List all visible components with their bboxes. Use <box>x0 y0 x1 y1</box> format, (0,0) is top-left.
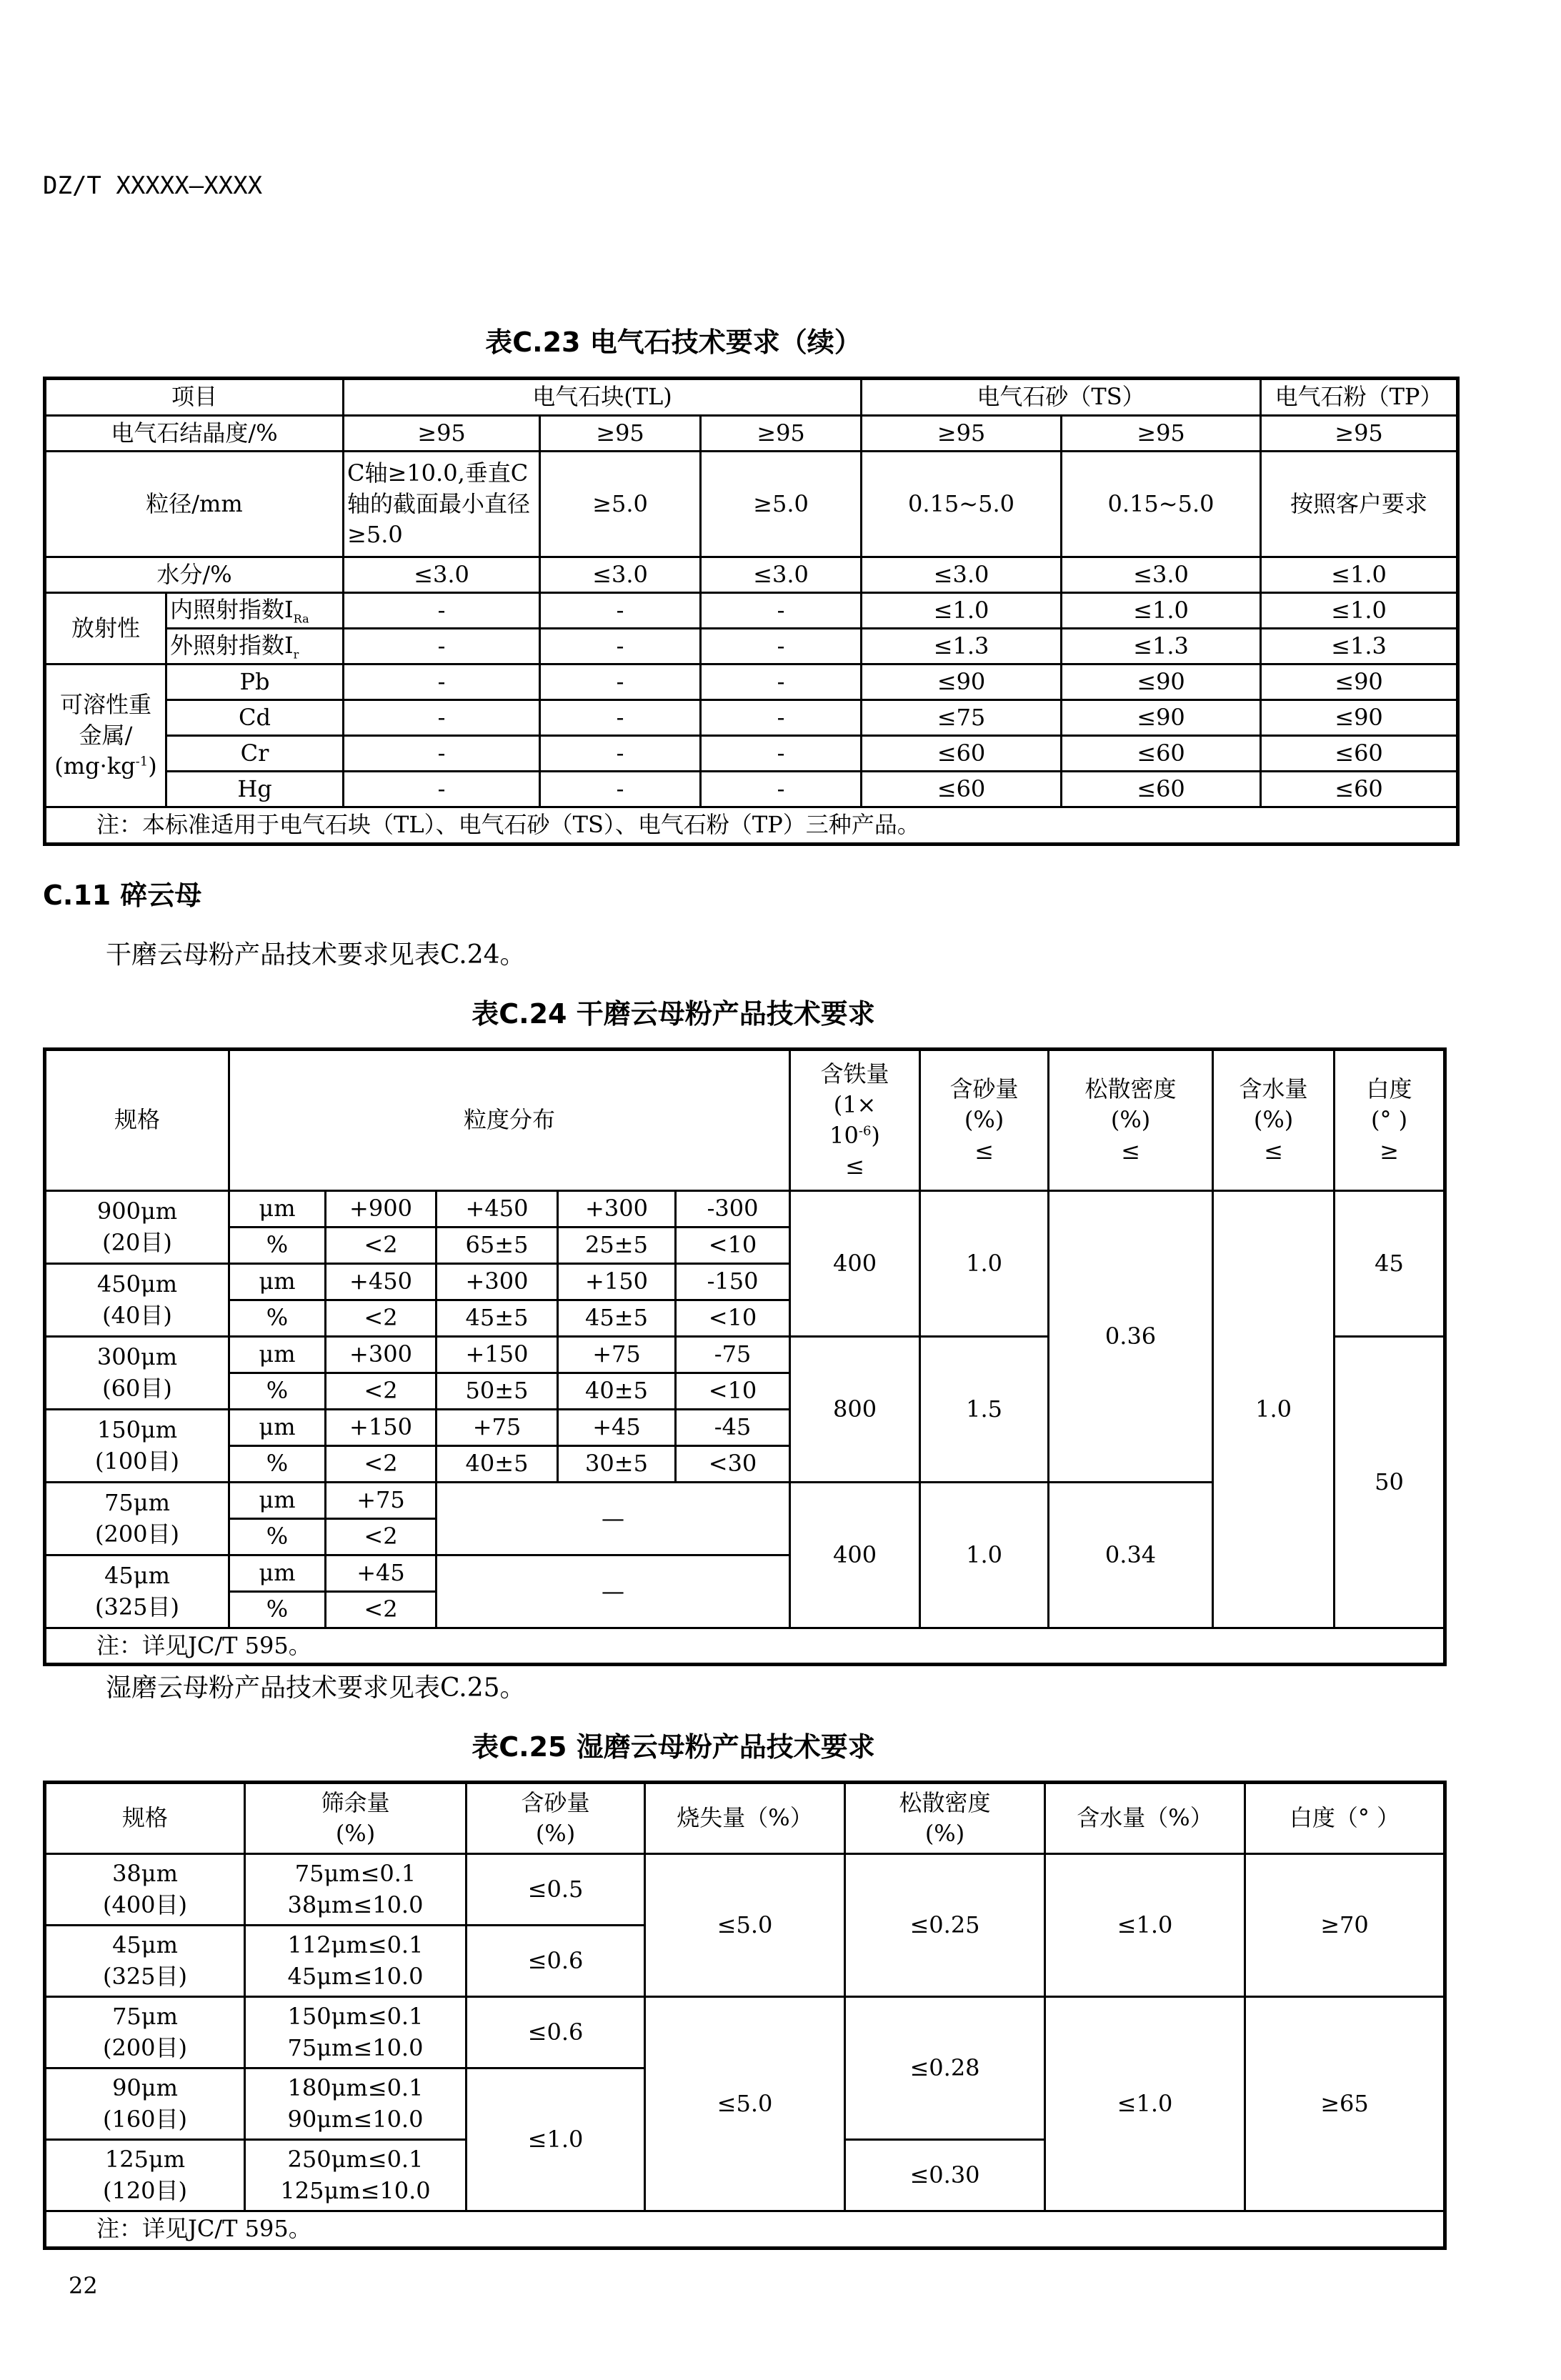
unit-um: μm <box>229 1337 326 1373</box>
white-b: ≥65 <box>1245 1997 1445 2211</box>
table-c24-note: 注：详见JC/T 595。 <box>45 1628 1445 1665</box>
unit-pct: % <box>229 1373 326 1410</box>
header-sieve-l2: (%) <box>335 1820 376 1847</box>
row-radioactivity-label: 放射性 <box>45 593 166 664</box>
section-c11-title: C.11 碎云母 <box>43 880 202 911</box>
inner-label-sub: Ra <box>293 612 309 626</box>
cell: -300 <box>676 1191 790 1228</box>
cell: ≥95 <box>862 416 1062 452</box>
cell: +75 <box>558 1337 676 1373</box>
cell: +300 <box>437 1264 558 1300</box>
cell: ≥95 <box>1261 416 1458 452</box>
sieve-l2: 90μm≤10.0 <box>287 2105 424 2133</box>
cell: +75 <box>326 1483 437 1519</box>
cell: ≥95 <box>1062 416 1261 452</box>
cell: <10 <box>676 1373 790 1410</box>
sand-38: ≤0.5 <box>467 1854 645 1926</box>
iron-a: 400 <box>790 1191 920 1337</box>
header-tp: 电气石粉（TP） <box>1261 379 1458 416</box>
water-a: ≤1.0 <box>1045 1854 1245 1997</box>
row-heavy-metal-label <box>45 664 166 807</box>
spec-text: 125μm <box>104 2146 186 2174</box>
spec-125 <box>45 2140 245 2211</box>
cell: ≤3.0 <box>540 557 701 593</box>
header-white-l2: (° ) <box>1370 1106 1408 1134</box>
cell: 50±5 <box>437 1373 558 1410</box>
cell: -150 <box>676 1264 790 1300</box>
spec-mesh: (120目) <box>102 2176 188 2204</box>
cell: ≥95 <box>701 416 862 452</box>
spec-150 <box>45 1410 229 1483</box>
cell: <2 <box>326 1592 437 1628</box>
header-iron-l3: 10 <box>829 1122 859 1149</box>
cell: +150 <box>437 1337 558 1373</box>
header-water-l3: ≤ <box>1264 1137 1283 1165</box>
spec-300 <box>45 1337 229 1410</box>
cell: 0.15~5.0 <box>862 452 1062 557</box>
header-bulk-l1: 松散密度 <box>1084 1075 1177 1103</box>
spec-text: 150μm <box>96 1416 178 1444</box>
header-sand <box>467 1783 645 1854</box>
loss-a: ≤5.0 <box>645 1854 845 1997</box>
sieve-l1: 150μm≤0.1 <box>287 2003 424 2031</box>
header-spec: 规格 <box>45 1783 245 1854</box>
cell: <10 <box>676 1300 790 1337</box>
iron-c: 400 <box>790 1483 920 1628</box>
header-iron-exp: -6 <box>858 1123 872 1139</box>
header-sand-l1: 含砂量 <box>521 1788 590 1816</box>
table-c24-caption: 表C.24 干磨云母粉产品技术要求 <box>472 998 875 1030</box>
sand-75: ≤0.6 <box>467 1997 645 2068</box>
heavy-metal-exp: -1 <box>135 754 149 770</box>
sand-45: ≤0.6 <box>467 1926 645 1997</box>
heavy-metal-unit: (mg·kg <box>54 752 136 780</box>
cell: 40±5 <box>437 1446 558 1483</box>
header-iron-l1: 含铁量 <box>820 1060 889 1087</box>
sieve-l1: 180μm≤0.1 <box>287 2074 424 2102</box>
spec-mesh: (40目) <box>102 1301 172 1329</box>
cell: <2 <box>326 1373 437 1410</box>
bulk-a: ≤0.25 <box>845 1854 1045 1997</box>
sieve-l2: 125μm≤10.0 <box>280 2176 431 2204</box>
heavy-metal-close: ) <box>148 752 157 780</box>
water-b: ≤1.0 <box>1045 1997 1245 2211</box>
spec-38 <box>45 1854 245 1926</box>
spec-text: 38μm <box>112 1860 178 1888</box>
spec-75 <box>45 1483 229 1555</box>
spec-mesh: (325目) <box>94 1593 180 1620</box>
cell: - <box>540 593 701 629</box>
bulk-b: ≤0.28 <box>845 1997 1045 2140</box>
cell: ≤3.0 <box>701 557 862 593</box>
cell: +45 <box>326 1555 437 1592</box>
row-crystallinity-label: 电气石结晶度/% <box>45 416 344 452</box>
outer-label-text: 外照射指数I <box>170 632 294 659</box>
loss-b: ≤5.0 <box>645 1997 845 2211</box>
header-water <box>1213 1050 1335 1191</box>
cell: - <box>540 629 701 664</box>
header-sand-l2: (%) <box>964 1106 1004 1134</box>
cell: ≤1.0 <box>1261 593 1458 629</box>
header-sand <box>920 1050 1049 1191</box>
cell: - <box>344 593 540 629</box>
cell: ≤3.0 <box>1062 557 1261 593</box>
heavy-metal-text: 可溶性重金属/ <box>59 690 151 749</box>
header-white-l1: 白度 <box>1366 1075 1412 1103</box>
unit-pct: % <box>229 1519 326 1555</box>
sieve-l2: 38μm≤10.0 <box>287 1891 424 1918</box>
header-distribution: 粒度分布 <box>229 1050 790 1191</box>
cell: <2 <box>326 1300 437 1337</box>
header-iron-l2: (1× <box>833 1090 877 1118</box>
spec-text: 45μm <box>112 1931 178 1959</box>
bulk-b: 0.34 <box>1049 1483 1213 1628</box>
spec-900 <box>45 1191 229 1264</box>
cell: 40±5 <box>558 1373 676 1410</box>
cell: - <box>540 700 701 736</box>
unit-um: μm <box>229 1191 326 1228</box>
cell: - <box>344 772 540 807</box>
cell: +450 <box>326 1264 437 1300</box>
spec-75 <box>45 1997 245 2068</box>
header-bulk <box>1049 1050 1213 1191</box>
spec-mesh: (325目) <box>102 1962 188 1990</box>
header-sieve-l1: 筛余量 <box>321 1788 390 1816</box>
sieve-125 <box>245 2140 467 2211</box>
cell: ≥5.0 <box>540 452 701 557</box>
row-outer-label <box>166 629 344 664</box>
row-size-label: 粒径/mm <box>45 452 344 557</box>
cell: <2 <box>326 1228 437 1264</box>
cell: ≤60 <box>862 736 1062 772</box>
cell: ≤1.0 <box>1261 557 1458 593</box>
sieve-l2: 45μm≤10.0 <box>287 1962 424 1990</box>
header-item: 项目 <box>45 379 344 416</box>
cell: ≤90 <box>1261 664 1458 700</box>
unit-pct: % <box>229 1446 326 1483</box>
spec-45 <box>45 1555 229 1628</box>
sieve-l1: 250μm≤0.1 <box>287 2146 424 2174</box>
sand-c: 1.0 <box>920 1483 1049 1628</box>
row-pb-label: Pb <box>166 664 344 700</box>
spec-450 <box>45 1264 229 1337</box>
cell: - <box>540 664 701 700</box>
cell: 30±5 <box>558 1446 676 1483</box>
cell: - <box>344 700 540 736</box>
cell: +150 <box>326 1410 437 1446</box>
cell: ≥95 <box>344 416 540 452</box>
spec-mesh: (400目) <box>102 1891 188 1918</box>
cell: <10 <box>676 1228 790 1264</box>
unit-pct: % <box>229 1300 326 1337</box>
page-number: 22 <box>69 2272 98 2299</box>
header-water: 含水量（%） <box>1045 1783 1245 1854</box>
cell: - <box>344 736 540 772</box>
cell: - <box>701 736 862 772</box>
header-bulk-l3: ≤ <box>1121 1137 1140 1165</box>
cell: ≤90 <box>1062 664 1261 700</box>
header-sand-l2: (%) <box>535 1820 576 1847</box>
spec-mesh: (200目) <box>102 2033 188 2061</box>
cell: - <box>344 629 540 664</box>
white-a: 45 <box>1335 1191 1445 1337</box>
cell: +900 <box>326 1191 437 1228</box>
cell: ≤1.3 <box>1261 629 1458 664</box>
unit-um: μm <box>229 1483 326 1519</box>
header-water-l1: 含水量 <box>1239 1075 1308 1103</box>
water-all: 1.0 <box>1213 1191 1335 1628</box>
header-water-l2: (%) <box>1253 1106 1294 1134</box>
header-white-l3: ≥ <box>1380 1137 1399 1165</box>
cell: ≥5.0 <box>701 452 862 557</box>
dash-cell: — <box>437 1555 790 1628</box>
spec-text: 450μm <box>96 1270 178 1298</box>
cell: +75 <box>437 1410 558 1446</box>
cell: -75 <box>676 1337 790 1373</box>
spec-45 <box>45 1926 245 1997</box>
dash-cell: — <box>437 1483 790 1555</box>
header-ts: 电气石砂（TS） <box>862 379 1261 416</box>
iron-b: 800 <box>790 1337 920 1483</box>
cell: ≤1.0 <box>1062 593 1261 629</box>
inner-label-text: 内照射指数I <box>170 596 294 623</box>
cell: ≤60 <box>1261 772 1458 807</box>
cell: ≤1.0 <box>862 593 1062 629</box>
sieve-90 <box>245 2068 467 2140</box>
row-hg-label: Hg <box>166 772 344 807</box>
spec-text: 75μm <box>104 1489 170 1517</box>
cell: - <box>701 700 862 736</box>
spec-text: 300μm <box>96 1343 178 1371</box>
header-iron-l4: ) <box>871 1122 880 1149</box>
cell: ≤60 <box>1062 736 1261 772</box>
header-sand-l1: 含砂量 <box>949 1075 1019 1103</box>
sieve-l2: 75μm≤10.0 <box>287 2033 424 2061</box>
cell: +300 <box>326 1337 437 1373</box>
table-c25 <box>43 1781 1447 2250</box>
cell: -45 <box>676 1410 790 1446</box>
sieve-45 <box>245 1926 467 1997</box>
unit-pct: % <box>229 1592 326 1628</box>
sand-b: 1.5 <box>920 1337 1049 1483</box>
cell: 45±5 <box>437 1300 558 1337</box>
header-bulk-l2: (%) <box>1110 1106 1151 1134</box>
unit-pct: % <box>229 1228 326 1264</box>
cell: - <box>540 772 701 807</box>
header-loss: 烧失量（%） <box>645 1783 845 1854</box>
spec-text: 75μm <box>112 2003 178 2031</box>
spec-90 <box>45 2068 245 2140</box>
sieve-l1: 75μm≤0.1 <box>294 1860 417 1888</box>
cell: ≤3.0 <box>344 557 540 593</box>
table-c25-caption: 表C.25 湿磨云母粉产品技术要求 <box>472 1731 875 1763</box>
cell: ≤1.3 <box>1062 629 1261 664</box>
cell: 0.15~5.0 <box>1062 452 1261 557</box>
header-tl: 电气石块(TL) <box>344 379 862 416</box>
white-b: 50 <box>1335 1337 1445 1628</box>
wet-mica-intro: 湿磨云母粉产品技术要求见表C.25。 <box>106 1673 526 1703</box>
cell: - <box>540 736 701 772</box>
spec-text: 90μm <box>112 2074 178 2102</box>
cell: ≤90 <box>862 664 1062 700</box>
spec-text: 45μm <box>104 1562 170 1590</box>
sieve-75 <box>245 1997 467 2068</box>
sand-a: 1.0 <box>920 1191 1049 1337</box>
cell: +450 <box>437 1191 558 1228</box>
cell: C轴≥10.0,垂直C轴的截面最小直径≥5.0 <box>344 452 540 557</box>
table-c23 <box>43 377 1460 846</box>
cell: - <box>701 664 862 700</box>
spec-mesh: (160目) <box>102 2105 188 2133</box>
cell: - <box>344 664 540 700</box>
header-whiteness <box>1335 1050 1445 1191</box>
bulk-a: 0.36 <box>1049 1191 1213 1483</box>
cell: - <box>701 593 862 629</box>
sieve-38 <box>245 1854 467 1926</box>
cell: ≤1.3 <box>862 629 1062 664</box>
table-c23-caption: 表C.23 电气石技术要求（续） <box>485 327 862 358</box>
sand-90-125: ≤1.0 <box>467 2068 645 2211</box>
header-bulk-l1: 松散密度 <box>899 1788 991 1816</box>
cell: +45 <box>558 1410 676 1446</box>
cell: 25±5 <box>558 1228 676 1264</box>
cell: - <box>701 772 862 807</box>
cell: ≤90 <box>1062 700 1261 736</box>
cell: <2 <box>326 1519 437 1555</box>
table-c23-note: 注：本标准适用于电气石块（TL）、电气石砂（TS）、电气石粉（TP）三种产品。 <box>45 807 1458 845</box>
unit-um: μm <box>229 1410 326 1446</box>
header-sieve <box>245 1783 467 1854</box>
cell: ≤60 <box>1062 772 1261 807</box>
row-cr-label: Cr <box>166 736 344 772</box>
row-inner-label <box>166 593 344 629</box>
cell: 45±5 <box>558 1300 676 1337</box>
cell: +300 <box>558 1191 676 1228</box>
spec-mesh: (60目) <box>102 1374 172 1402</box>
unit-um: μm <box>229 1264 326 1300</box>
cell: <2 <box>326 1446 437 1483</box>
spec-mesh: (100目) <box>94 1447 180 1475</box>
cell: 按照客户要求 <box>1261 452 1458 557</box>
section-c11-intro: 干磨云母粉产品技术要求见表C.24。 <box>106 940 526 970</box>
cell: ≤75 <box>862 700 1062 736</box>
spec-mesh: (200目) <box>94 1520 180 1548</box>
table-c25-note: 注：详见JC/T 595。 <box>45 2211 1445 2249</box>
header-bulk <box>845 1783 1045 1854</box>
row-cd-label: Cd <box>166 700 344 736</box>
table-c24 <box>43 1047 1447 1666</box>
header-iron <box>790 1050 920 1191</box>
spec-mesh: (20目) <box>102 1228 172 1256</box>
cell: <30 <box>676 1446 790 1483</box>
bulk-c: ≤0.30 <box>845 2140 1045 2211</box>
unit-um: μm <box>229 1555 326 1592</box>
header-bulk-l2: (%) <box>924 1820 965 1847</box>
header-sand-l3: ≤ <box>974 1137 994 1165</box>
header-spec: 规格 <box>45 1050 229 1191</box>
cell: - <box>701 629 862 664</box>
sieve-l1: 112μm≤0.1 <box>287 1931 424 1959</box>
cell: ≤90 <box>1261 700 1458 736</box>
document-code: DZ/T XXXXX—XXXX <box>43 171 263 200</box>
cell: ≤3.0 <box>862 557 1062 593</box>
cell: ≥95 <box>540 416 701 452</box>
outer-label-sub: r <box>293 647 299 662</box>
cell: ≤60 <box>862 772 1062 807</box>
spec-text: 900μm <box>96 1198 178 1225</box>
white-a: ≥70 <box>1245 1854 1445 1997</box>
cell: ≤60 <box>1261 736 1458 772</box>
header-whiteness: 白度（° ） <box>1245 1783 1445 1854</box>
row-water-label: 水分/% <box>45 557 344 593</box>
cell: 65±5 <box>437 1228 558 1264</box>
cell: +150 <box>558 1264 676 1300</box>
header-iron-l5: ≤ <box>845 1152 864 1180</box>
